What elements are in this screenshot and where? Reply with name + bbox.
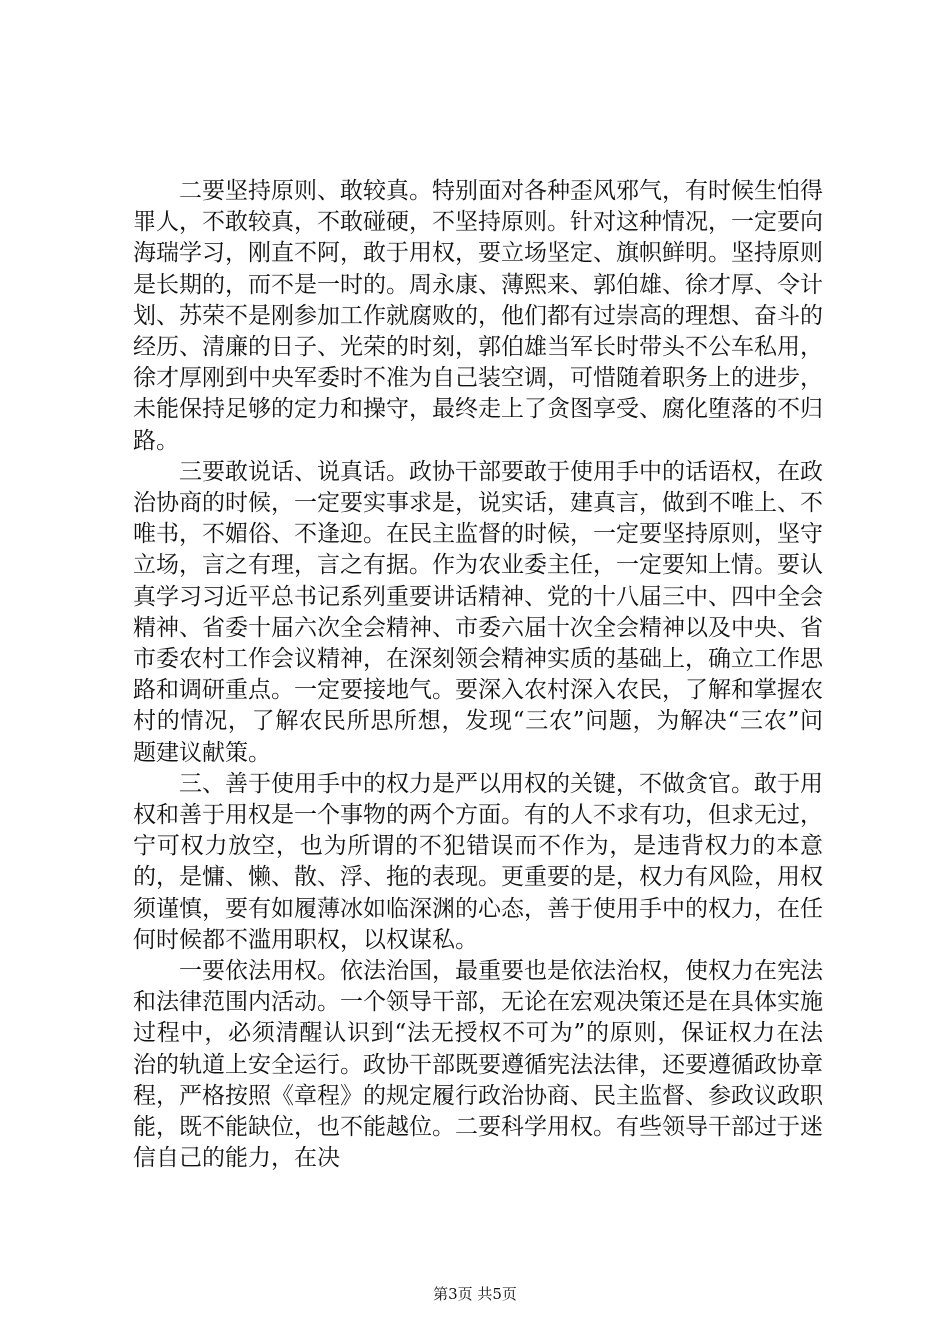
document-body [133,176,823,1175]
page-footer: 第3页 共5页 [433,1285,517,1303]
paragraph-speak-truth: 三要敢说话、说真话。政协干部要敢于使用手中的话语权，在政治协商的时候，一定要实事求是，说实话，建真言，做到不唯上、不唯书，不媚俗、不逢迎。在民主监督的时候，一定要坚持原则，坚守立场，言之有理，言之有据。作为农业委主任，一定要知上情。要认真学习习近平总书记系列重要讲话精神、党的十八届三中、四中全会精神、省委十届六次全会精神、市委六届十次全会精神以及中央、省市委农村工作会议精神，在深刻领会精神实质的基础上，确立工作思路和调研重点。一定要接地气。要深入农村深入农民，了解和掌握农村的情况，了解农民所思所想，发现“三农”问题，为解决“三农”问题建议献策。 [133,458,823,766]
paragraph-use-power-wisely: 三、善于使用手中的权力是严以用权的关键，不做贪官。敢于用权和善于用权是一个事物的两个方面。有的人不求有功，但求无过，宁可权力放空，也为所谓的不犯错误而不作为，是违背权力的本意的，是慵、懒、散、浮、拖的表现。更重要的是，权力有风险，用权须谨慎，要有如履薄冰如临深渊的心态，善于使用手中的权力，在任何时候都不滥用职权，以权谋私。 [133,770,823,953]
paragraph-use-power-lawfully: 一要依法用权。依法治国，最重要也是依法治权，使权力在宪法和法律范围内活动。一个领导干部，无论在宏观决策还是在具体实施过程中，必须清醒认识到“法无授权不可为”的原则，保证权力在法治的轨道上安全运行。政协干部既要遵循宪法法律，还要遵循政协章程，严格按照《章程》的规定履行政治协商、民主监督、参政议政职能，既不能缺位，也不能越位。二要科学用权。有些领导干部过于迷信自己的能力，在决 [133,958,823,1172]
paragraph-adhere-principles: 二要坚持原则、敢较真。特别面对各种歪风邪气，有时候生怕得罪人，不敢较真，不敢碰硬，不坚持原则。针对这种情况，一定要向海瑞学习，刚直不阿，敢于用权，要立场坚定、旗帜鲜明。坚持原则是长期的，而不是一时的。周永康、薄熙来、郭伯雄、徐才厚、令计划、苏荣不是刚参加工作就腐败的，他们都有过崇高的理想、奋斗的经历、清廉的日子、光荣的时刻，郭伯雄当军长时带头不公车私用，徐才厚刚到中央军委时不准为自己装空调，可惜随着职务上的进步，未能保持足够的定力和操守，最终走上了贪图享受、腐化堕落的不归路。 [133,178,823,454]
